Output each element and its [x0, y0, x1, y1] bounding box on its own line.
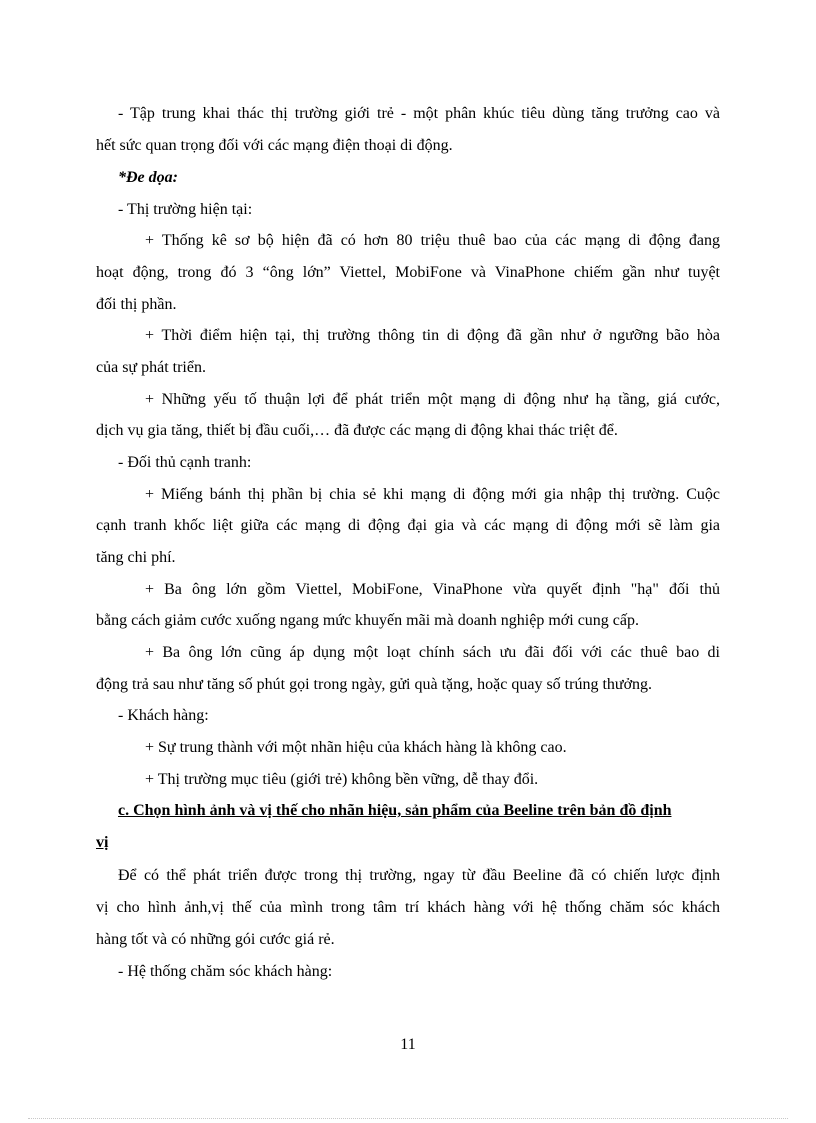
paragraph-line: của sự phát triển. — [96, 359, 206, 376]
list-label: - Khách hàng: — [118, 707, 209, 724]
paragraph-line: + Ba ông lớn cũng áp dụng một loạt chính sách ưu đãi đối với các thuê bao di — [145, 644, 720, 661]
list-label: - Thị trường hiện tại: — [118, 201, 253, 218]
paragraph-line: tăng chi phí. — [96, 549, 176, 566]
paragraph-line: hết sức quan trọng đối với các mạng điện thoại di động. — [96, 137, 453, 154]
paragraph-line: - Tập trung khai thác thị trường giới trẻ - một phân khúc tiêu dùng tăng trưởng cao và — [118, 105, 720, 122]
paragraph-line: + Thời điểm hiện tại, thị trường thông tin di động đã gần như ở ngưỡng bão hòa — [145, 327, 720, 344]
paragraph-line: bằng cách giảm cước xuống ngang mức khuyến mãi mà doanh nghiệp mới cung cấp. — [96, 612, 639, 629]
paragraph-line: + Sự trung thành với một nhãn hiệu của khách hàng là không cao. — [145, 739, 567, 756]
paragraph-line: + Những yếu tố thuận lợi để phát triển một mạng di động như hạ tầng, giá cước, — [145, 391, 720, 408]
paragraph-line: hoạt động, trong đó 3 “ông lớn” Viettel, MobiFone và VinaPhone chiếm gần như tuyệt — [96, 264, 720, 281]
paragraph-line: Để có thể phát triển được trong thị trường, ngay từ đầu Beeline đã có chiến lược định — [118, 867, 720, 884]
paragraph-line: dịch vụ gia tăng, thiết bị đầu cuối,… đã được các mạng di động khai thác triệt để. — [96, 422, 618, 439]
section-heading-continued: vị — [96, 834, 109, 851]
paragraph-line: vị cho hình ảnh,vị thế của mình trong tâm trí khách hàng với hệ thống chăm sóc khách — [96, 899, 720, 916]
section-heading: c. Chọn hình ảnh và vị thế cho nhãn hiệu, sản phẩm của Beeline trên bản đồ định — [118, 802, 672, 819]
paragraph-line: cạnh tranh khốc liệt giữa các mạng di động đại gia và các mạng di động mới sẽ làm gia — [96, 517, 720, 534]
section-label: *Đe dọa: — [118, 169, 178, 186]
paragraph-line: đối thị phần. — [96, 296, 177, 313]
page-bottom-rule — [28, 1118, 788, 1119]
list-label: - Đối thủ cạnh tranh: — [118, 454, 252, 471]
paragraph-line: + Miếng bánh thị phần bị chia sẻ khi mạng di động mới gia nhập thị trường. Cuộc — [145, 486, 720, 503]
paragraph-line: hàng tốt và có những gói cước giá rẻ. — [96, 931, 335, 948]
page-number: 11 — [400, 1036, 416, 1053]
paragraph-line: + Thống kê sơ bộ hiện đã có hơn 80 triệu thuê bao của các mạng di động đang — [145, 232, 720, 249]
paragraph-line: + Thị trường mục tiêu (giới trẻ) không bền vững, dễ thay đổi. — [145, 771, 539, 788]
list-label: - Hệ thống chăm sóc khách hàng: — [118, 963, 333, 980]
paragraph-line: động trả sau như tăng số phút gọi trong ngày, gửi quà tặng, hoặc quay số trúng thưởng. — [96, 676, 653, 693]
paragraph-line: + Ba ông lớn gồm Viettel, MobiFone, VinaPhone vừa quyết định "hạ" đối thủ — [145, 581, 720, 598]
